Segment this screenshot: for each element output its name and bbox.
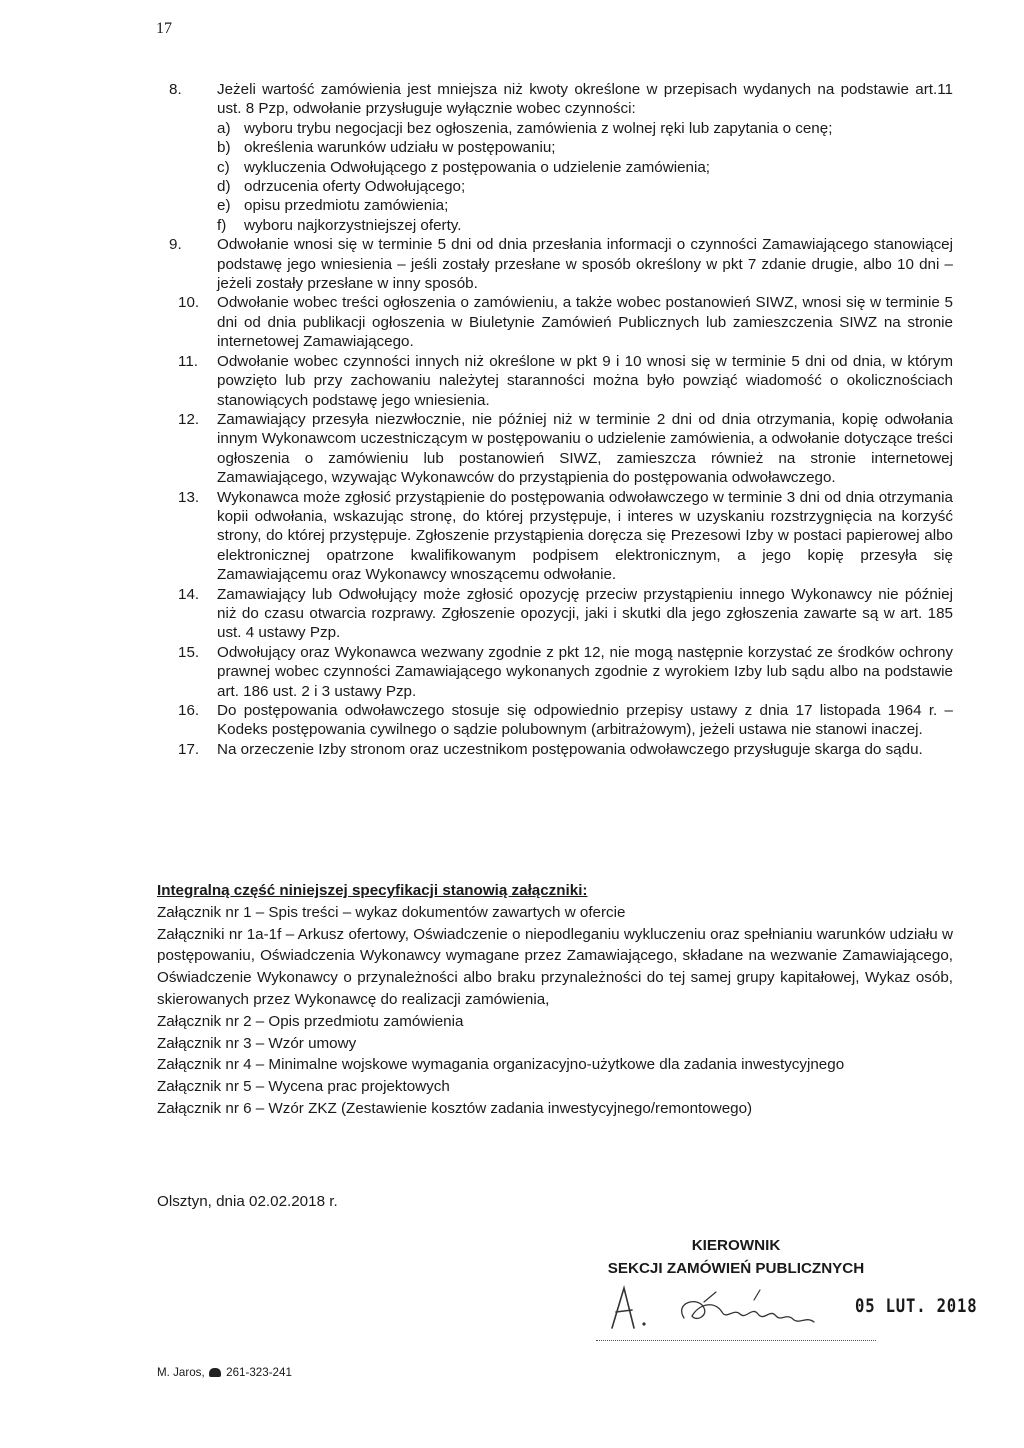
sub-item-text: opisu przedmiotu zamówienia; — [244, 197, 449, 215]
footer-contact — [157, 1366, 292, 1379]
item-text: Odwołujący oraz Wykonawca wezwany zgodnie z pkt 12, nie mogą następnie korzystać ze środków ochrony prawnej wobec czynności Zamawiającego wykonanych zgodnie z wyrokiem Izby lub sądu albo na podstawie art. 186 ust. 2 i 3 ustawy Pzp. — [217, 643, 953, 700]
list-item — [160, 488, 953, 585]
item-number: 10. — [178, 294, 200, 312]
sub-item — [217, 158, 953, 177]
appeal-provisions-list — [160, 80, 953, 759]
item-text: Zamawiający lub Odwołujący może zgłosić opozycję przeciw przystąpieniu innego Wykonawcy nie później niż do czasu otwarcia rozprawy. Zgłoszenie opozycji, jaki i skutki dla jego zgłoszenia zawarte są w art. 185 ust. 4 ustawy Pzp. — [217, 585, 953, 642]
attachment-line: Załącznik nr 4 – Minimalne wojskowe wymagania organizacyjno-użytkowe dla zadania inwestycyjnego — [157, 1056, 845, 1074]
attachment-line: Załącznik nr 3 – Wzór umowy — [157, 1034, 357, 1052]
list-item — [160, 643, 953, 701]
attachment-line: Załącznik nr 5 – Wycena prac projektowych — [157, 1078, 450, 1096]
item-text: Odwołanie wnosi się w terminie 5 dni od dnia przesłania informacji o czynności Zamawiającego stanowiącej podstawę jego wniesienia – jeśli zostały przesłane w sposób określony w pkt 7 zdanie drugie, albo 10 dni – jeżeli zostały przesłane w inny sposób. — [217, 236, 953, 293]
signatory-title-line: KIEROWNIK — [691, 1237, 781, 1254]
item-text: Do postępowania odwoławczego stosuje się odpowiednio przepisy ustawy z dnia 17 listopada 1964 r. – Kodeks postępowania cywilnego o sądzie polubownym (arbitrażowym), jeżeli ustawa nie stanowi inaczej. — [217, 702, 953, 739]
item-text: Wykonawca może zgłosić przystąpienie do postępowania odwoławczego w terminie 3 dni od dnia otrzymania kopii odwołania, wskazując stronę, do której przystępuje, i interes w uzyskaniu rozstrzygnięcia na korzyść strony, do której przystępuje. Zgłoszenie przystąpienia doręcza się Prezesowi Izby w postaci papierowej albo elektronicznej opatrzone kwalifikowanym podpisem elektronicznym, a jego kopię przesyła się Zamawiającemu oraz Wykonawcy wnoszącemu odwołanie. — [217, 488, 953, 584]
list-item — [160, 293, 953, 351]
author-name: M. Jaros, — [157, 1366, 205, 1379]
attachment-line: Załączniki nr 1a-1f – Arkusz ofertowy, Oświadczenie o niepodleganiu wykluczeniu oraz spełnianiu warunków udziału w postępowaniu, Oświadczenia Wykonawcy wymagane przez Zamawiającego, składane na wezwanie Zamawiającego, Oświadczenie Wykonawcy o przynależności albo braku przynależności do tej samej grupy kapitałowej, Wykaz osób, skierowanych przez Wykonawcę do realizacji zamówienia, — [157, 925, 953, 1008]
sub-item — [217, 216, 953, 235]
list-item — [160, 80, 953, 235]
item-number: 9. — [169, 236, 182, 254]
signatory-title-line: SEKCJI ZAMÓWIEŃ PUBLICZNYCH — [607, 1259, 865, 1277]
sub-item-letter: f) — [217, 216, 227, 234]
item-number: 12. — [178, 410, 200, 428]
sub-item — [217, 119, 953, 138]
item-number: 11. — [178, 352, 198, 370]
attachment-line: Załącznik nr 2 – Opis przedmiotu zamówienia — [157, 1012, 464, 1030]
attachments-section — [157, 880, 953, 1120]
sub-item-text: wyboru najkorzystniejszej oferty. — [244, 216, 462, 234]
item-text: Odwołanie wobec czynności innych niż określone w pkt 9 i 10 wnosi się w terminie 5 dni od dnia, w którym powzięto lub przy zachowaniu należytej staranności można było powziąć wiadomość o okolicznościach stanowiących podstawę jego wniesienia. — [217, 352, 953, 409]
sub-item-text: wyboru trybu negocjacji bez ogłoszenia, zamówienia z wolnej ręki lub zapytania o cenę; — [244, 119, 833, 137]
item-number: 16. — [178, 702, 200, 719]
sub-item-letter: e) — [217, 197, 231, 215]
item-text: Na orzeczenie Izby stronom oraz uczestnikom postępowania odwoławczego przysługuje skarga do sądu. — [217, 740, 923, 758]
item-number: 17. — [178, 740, 200, 758]
item-number: 15. — [178, 643, 200, 661]
sub-item-text: wykluczenia Odwołującego z postępowania o udzielenie zamówienia; — [244, 158, 711, 176]
sub-item-letter: d) — [217, 178, 231, 196]
item-text: Zamawiający przesyła niezwłocznie, nie później niż w terminie 2 dni od dnia otrzymania, kopię odwołania innym Wykonawcom uczestniczącym w postępowaniu o udzielenie zamówienia, a odwołanie dotyczące treści ogłoszenia o zamówieniu lub postanowień SIWZ, zamieszcza również na stronie internetowej Zamawiającego, wzywając Wykonawców do przystąpienia do postępowania odwoławczego. — [217, 410, 953, 487]
list-item — [160, 585, 953, 643]
list-item — [160, 352, 953, 410]
date-stamp: 05 LUT. 2018 — [855, 1295, 978, 1317]
item-number: 8. — [169, 81, 182, 98]
place-and-date: Olsztyn, dnia 02.02.2018 r. — [157, 1193, 338, 1210]
list-item — [160, 740, 953, 759]
signature-dotted-line — [596, 1340, 876, 1341]
item-number: 14. — [178, 585, 200, 603]
sub-item — [217, 196, 953, 215]
signatory-title — [590, 1235, 882, 1280]
page-number: 17 — [156, 20, 172, 37]
attachment-line: Załącznik nr 1 – Spis treści – wykaz dokumentów zawartych w ofercie — [157, 903, 626, 921]
handwritten-signature — [604, 1282, 854, 1334]
sub-item-text: odrzucenia oferty Odwołującego; — [244, 178, 466, 196]
attachment-line: Załącznik nr 6 – Wzór ZKZ (Zestawienie kosztów zadania inwestycyjnego/remontowego) — [157, 1099, 753, 1117]
list-item — [160, 410, 953, 488]
attachments-heading: Integralną część niniejszej specyfikacji stanowią załączniki: — [157, 882, 588, 899]
phone-icon — [209, 1368, 221, 1377]
sub-item — [217, 138, 953, 157]
item-number: 13. — [178, 488, 200, 506]
sub-item — [217, 177, 953, 196]
item-text: Odwołanie wobec treści ogłoszenia o zamówieniu, a także wobec postanowień SIWZ, wnosi się w terminie 5 dni od dnia publikacji ogłoszenia w Biuletynie Zamówień Publicznych lub zamieszczenia SIWZ na stronie internetowej Zamawiającego. — [217, 294, 953, 351]
sub-item-letter: b) — [217, 139, 231, 157]
sub-item-letter: a) — [217, 119, 231, 137]
list-item — [160, 701, 953, 740]
sub-item-text: określenia warunków udziału w postępowaniu; — [244, 139, 556, 157]
list-item — [160, 235, 953, 293]
item-text: Jeżeli wartość zamówienia jest mniejsza niż kwoty określone w przepisach wydanych na podstawie art.11 ust. 8 Pzp, odwołanie przysługuje wyłącznie wobec czynności: — [217, 81, 953, 118]
phone-number: 261-323-241 — [226, 1366, 292, 1379]
sub-item-letter: c) — [217, 158, 230, 176]
